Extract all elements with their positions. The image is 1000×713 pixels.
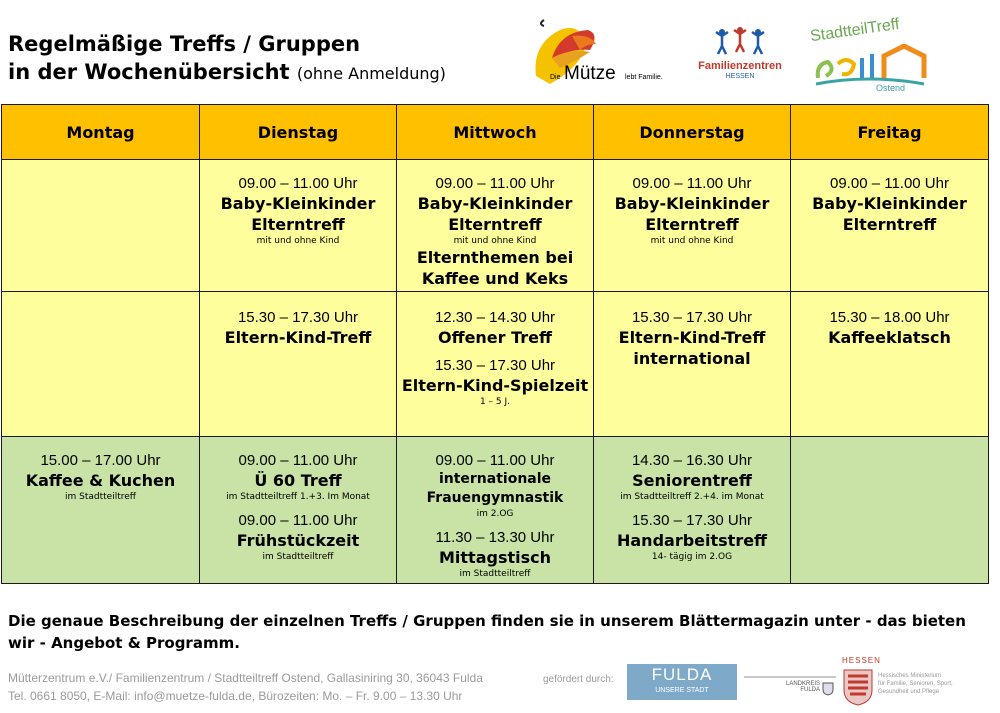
hessen-sponsor-line1: Hessisches Ministerium: [878, 673, 942, 679]
event-note: 14- tägig im 2.OG: [651, 552, 733, 562]
event-name: Baby-Kleinkinder Elterntreff: [614, 194, 770, 234]
event-note: im Stadtteiltreff: [459, 569, 531, 579]
funded-by-label: gefördert durch:: [543, 674, 614, 685]
familienzentren-logo-text: Familienzentren: [698, 60, 782, 72]
event-note: im Stadtteiltreff 2.+4. im Monat: [620, 492, 764, 502]
hessen-sponsor-line2: für Familie, Senioren, Sport,: [878, 681, 953, 687]
landkreis-crest-icon: [822, 682, 834, 696]
schedule-cell-thursday: [594, 437, 791, 584]
event-name: Handarbeitstreff: [616, 531, 768, 550]
event-note: im Stadtteiltreff: [65, 492, 136, 502]
hessen-sponsor-name: HESSEN: [842, 656, 881, 665]
day-header-row: [2, 105, 989, 160]
familienzentren-logo-sub: HESSEN: [725, 73, 755, 80]
schedule-event: [2, 451, 199, 503]
schedule-event: [397, 308, 593, 348]
event-name: Baby-Kleinkinder Elterntreff: [220, 194, 376, 234]
schedule-event: [397, 451, 593, 520]
schedule-cell-monday: [2, 160, 200, 292]
muetze-logo: [530, 14, 670, 90]
day-header-monday: Montag: [2, 105, 200, 160]
event-name: Mittagstisch: [438, 548, 551, 567]
schedule-cell-wednesday: [397, 292, 594, 437]
page-title: [8, 30, 446, 88]
event-name: Frühstückzeit: [236, 531, 360, 550]
schedule-cell-friday: [791, 292, 989, 437]
schedule-cell-monday: [2, 437, 200, 584]
schedule-cell-wednesday: [397, 437, 594, 584]
schedule-event: [594, 451, 790, 503]
event-name: Ü 60 Treff: [254, 471, 342, 490]
event-name: Eltern-Kind-Treff international: [618, 328, 766, 368]
schedule-event: [200, 308, 396, 348]
event-note: mit und ohne Kind: [650, 236, 734, 246]
event-note: im 2.OG: [476, 509, 514, 519]
day-header-wednesday: Mittwoch: [397, 105, 594, 160]
event-note: im Stadtteiltreff 1.+3. Im Monat: [226, 492, 370, 502]
hessen-lion-crest-icon: [842, 668, 874, 706]
muetze-logo-suffix: lebt Familie.: [625, 74, 663, 81]
schedule-row: [2, 160, 989, 292]
muetze-logo-text: Mütze: [564, 63, 616, 84]
fulda-sponsor-logo: [627, 664, 737, 700]
event-time: 09.00 – 11.00 Uhr: [830, 175, 949, 192]
event-name: Offener Treff: [438, 328, 552, 347]
event-note: mit und ohne Kind: [256, 236, 340, 246]
event-time: 09.00 – 11.00 Uhr: [238, 512, 358, 529]
schedule-cell-thursday: [594, 292, 791, 437]
event-time: 15.30 – 18.00 Uhr: [829, 309, 950, 326]
event-time: 12.30 – 14.30 Uhr: [434, 309, 556, 326]
schedule-cell-thursday: [594, 160, 791, 292]
event-name: Eltern-Kind-Treff: [224, 328, 372, 347]
event-time: 09.00 – 11.00 Uhr: [632, 175, 752, 192]
title-line2: in der Wochenübersicht: [8, 60, 290, 84]
schedule-event: [200, 174, 396, 247]
schedule-cell-wednesday: [397, 160, 594, 292]
event-time: 11.30 – 13.30 Uhr: [435, 529, 555, 546]
event-time: 15.30 – 17.30 Uhr: [434, 357, 556, 374]
event-time: 15.30 – 17.30 Uhr: [631, 309, 753, 326]
schedule-row: [2, 292, 989, 437]
title-suffix: (ohne Anmeldung): [296, 64, 446, 83]
family-figures-icon: [710, 26, 770, 56]
day-header-thursday: Donnerstag: [594, 105, 791, 160]
contact-line1: Mütterzentrum e.V./ Familienzentrum / Stadtteiltreff Ostend, Gallasiniring 30, 36043 Fulda: [8, 671, 483, 685]
event-time: 09.00 – 11.00 Uhr: [238, 175, 358, 192]
fulda-sponsor-name: FULDA: [651, 665, 713, 684]
event-name: internationale Frauengymnastik: [426, 471, 564, 506]
event-name: Baby-Kleinkinder Elterntreff: [417, 194, 573, 234]
event-note: im Stadtteiltreff: [262, 552, 334, 562]
schedule-event: [397, 174, 593, 289]
schedule-event: [594, 308, 790, 369]
fulda-sponsor-sub: UNSERE STADT: [655, 687, 709, 694]
event-note: 1 – 5 J.: [479, 397, 511, 407]
schedule-row: [2, 437, 989, 584]
schedule-event: [397, 528, 593, 580]
weekly-schedule-table: [1, 104, 989, 584]
event-name: Kaffee & Kuchen: [25, 471, 176, 490]
event-name: Seniorentreff: [632, 471, 752, 490]
event-name: Kaffeeklatsch: [828, 328, 951, 347]
schedule-cell-friday: [791, 437, 989, 584]
schedule-cell-tuesday: [200, 160, 397, 292]
event-note: mit und ohne Kind: [453, 236, 537, 246]
familienzentren-logo: [694, 26, 786, 86]
stadtteiltreff-logo-sub: Ostend: [876, 83, 906, 93]
contact-line2: Tel. 0661 8050, E-Mail: info@muetze-fulda.de, Bürozeiten: Mo. – Fr. 9.00 – 13.30 Uhr: [8, 689, 463, 703]
title-line1: Regelmäßige Treffs / Gruppen: [8, 32, 361, 56]
house-icon: [812, 44, 928, 88]
event-time: 09.00 – 11.00 Uhr: [435, 175, 555, 192]
schedule-event: [397, 356, 593, 408]
hessen-sponsor-logo: [842, 656, 992, 708]
landkreis-sponsor-sub: FULDA: [800, 687, 820, 693]
description-note: Die genaue Beschreibung der einzelnen Treffs / Gruppen finden sie in unserem Blättermagazin unter - das bieten wir - Angebot & Programm.: [8, 612, 966, 652]
stadtteiltreff-logo-text: StadtteilTreff: [809, 15, 901, 46]
event-name: Eltern-Kind-Spielzeit: [401, 376, 589, 395]
event-time: 14.30 – 16.30 Uhr: [631, 452, 753, 469]
event-time: 15.30 – 17.30 Uhr: [631, 512, 753, 529]
schedule-event: [594, 511, 790, 563]
muetze-logo-prefix: Die: [550, 74, 561, 81]
schedule-event: [791, 308, 988, 348]
event-extra: Elternthemen bei Kaffee und Keks: [416, 248, 574, 288]
landkreis-sponsor-name: LANDKREIS: [785, 681, 820, 687]
contact-info: [8, 669, 483, 705]
landkreis-sponsor-logo: [744, 676, 836, 700]
schedule-cell-friday: [791, 160, 989, 292]
stadtteiltreff-logo: [808, 15, 932, 98]
event-name: Baby-Kleinkinder Elterntreff: [812, 194, 967, 234]
schedule-event: [200, 451, 396, 503]
day-header-friday: Freitag: [791, 105, 989, 160]
schedule-cell-tuesday: [200, 437, 397, 584]
hessen-sponsor-line3: Gesundheit und Pflege: [878, 689, 940, 695]
day-header-tuesday: Dienstag: [200, 105, 397, 160]
event-time: 15.00 – 17.00 Uhr: [40, 452, 161, 469]
event-time: 15.30 – 17.30 Uhr: [237, 309, 359, 326]
schedule-event: [594, 174, 790, 247]
schedule-event: [791, 174, 988, 235]
event-time: 09.00 – 11.00 Uhr: [435, 452, 555, 469]
schedule-cell-monday: [2, 292, 200, 437]
schedule-event: [200, 511, 396, 563]
schedule-cell-tuesday: [200, 292, 397, 437]
event-time: 09.00 – 11.00 Uhr: [238, 452, 358, 469]
